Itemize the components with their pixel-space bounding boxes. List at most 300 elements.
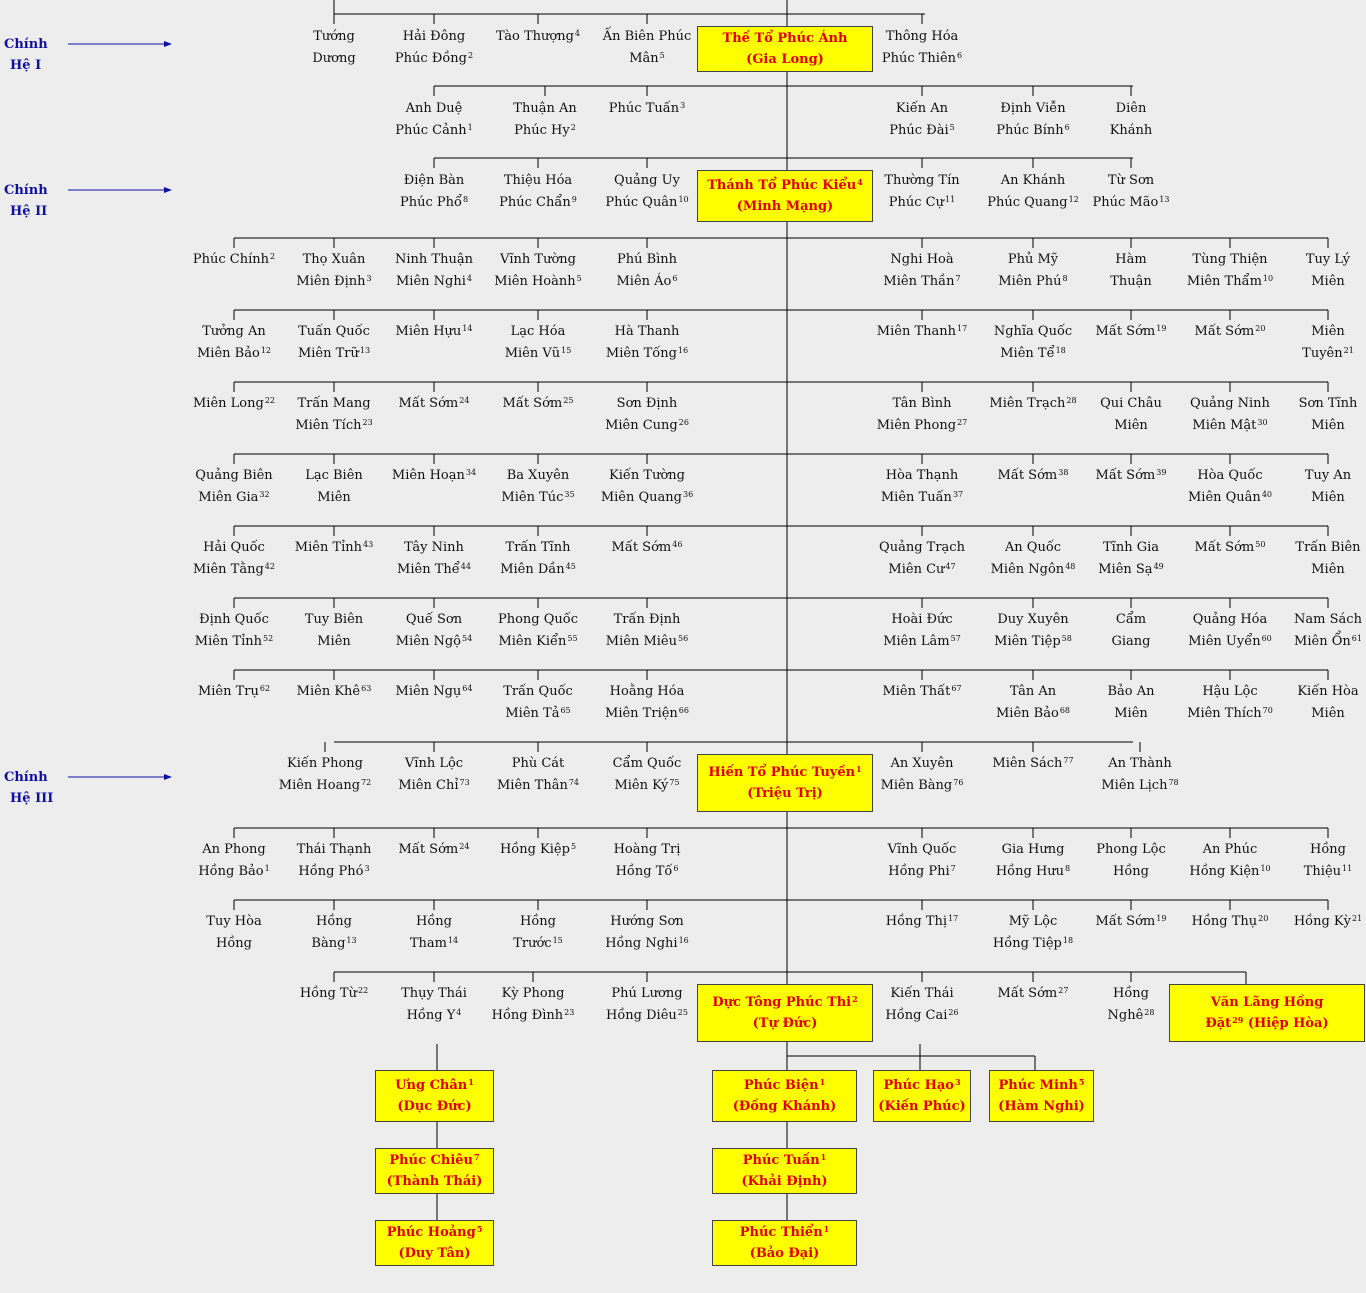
name-text: Phúc Thiển: [739, 1225, 823, 1240]
name-text: Hồng Đình: [491, 1008, 564, 1023]
name-text: Miên Bàng: [880, 778, 953, 793]
index-number: 27: [957, 418, 968, 427]
name-text: Miên Sạ: [1098, 562, 1153, 577]
person-node: [585, 681, 709, 725]
name-text: Miên Uyển: [1188, 634, 1261, 649]
person-node: [585, 98, 709, 120]
index-number: 13: [359, 346, 371, 355]
ruler-box: [712, 1070, 857, 1122]
name-text: Phúc Đồng: [394, 51, 467, 66]
index-number: 61: [1351, 634, 1362, 643]
name-text: Sơn Tĩnh: [1298, 396, 1358, 411]
name-text: Mất Sớm: [997, 468, 1058, 483]
person-node: [585, 753, 709, 797]
name-text: Phong Quốc: [497, 612, 579, 627]
name-text: Miên: [1311, 490, 1345, 505]
name-text: Sơn Định: [616, 396, 678, 411]
index-number: 8: [1065, 864, 1071, 873]
name-text: Quảng Hóa: [1192, 612, 1268, 627]
name-text: Miên: [1311, 562, 1345, 577]
index-number: 24: [459, 842, 470, 851]
name-text: Miên: [317, 490, 351, 505]
name-text: Phúc Hy: [514, 123, 570, 138]
index-number: 7: [955, 274, 961, 283]
index-number: 1: [264, 864, 270, 873]
index-number: 78: [1168, 778, 1179, 787]
name-text: Phúc Minh: [998, 1078, 1078, 1093]
name-text: Phúc Mão: [1092, 195, 1159, 210]
name-text: Khánh: [1109, 123, 1153, 138]
index-number: 29: [1232, 1015, 1244, 1025]
person-node: [476, 911, 600, 955]
name-text: Định Quốc: [199, 612, 269, 627]
name-text: Tướng: [313, 29, 355, 44]
name-text: Hồng: [216, 936, 252, 951]
name-text: Hậu Lộc: [1202, 684, 1258, 699]
name-text: Miên Bảo: [996, 706, 1059, 721]
index-number: 42: [264, 562, 275, 571]
name-text: Phúc Bính: [996, 123, 1064, 138]
name-text: Miên Miêu: [605, 634, 677, 649]
name-text: Miên Hoạn: [391, 468, 465, 483]
index-number: 73: [459, 778, 470, 787]
index-number: 43: [363, 540, 374, 549]
name-text: Mất Sớm: [997, 986, 1058, 1001]
name-text: Hoài Đức: [891, 612, 953, 627]
index-number: 38: [1058, 468, 1069, 477]
index-number: 11: [1342, 864, 1353, 873]
person-node: [1069, 170, 1193, 214]
index-number: 57: [950, 634, 961, 643]
name-text: Hồng: [1113, 864, 1149, 879]
person-node: [476, 465, 600, 509]
name-text: Phúc Phổ: [399, 195, 462, 210]
name-text: Mất Sớm: [1194, 540, 1255, 555]
name-text: Hồng Kiện: [1189, 864, 1260, 879]
name-text: Tưởng An: [202, 324, 266, 339]
index-number: 22: [264, 396, 275, 405]
name-text: Miên Lâm: [883, 634, 950, 649]
person-node: [860, 681, 984, 703]
index-number: 12: [1068, 195, 1079, 204]
index-number: 8: [462, 195, 469, 204]
person-node: [1266, 911, 1366, 933]
name-text: Tuyên: [1302, 346, 1343, 361]
name-text: Mất Sớm: [502, 396, 563, 411]
name-text: Hải Quốc: [203, 540, 265, 555]
name-text: Miên Thất: [882, 684, 951, 699]
name-text: Phong Lộc: [1096, 842, 1166, 857]
generation-label-line1: Chính: [4, 183, 48, 198]
name-text: Mân: [629, 51, 659, 66]
person-node: [476, 26, 600, 48]
name-text: Miên Bảo: [197, 346, 260, 361]
name-text: Hàm: [1115, 252, 1147, 267]
name-text: Miên Kiển: [498, 634, 567, 649]
person-node: [476, 393, 600, 415]
name-text: Kiến Tường: [609, 468, 685, 483]
name-text: Miên Gia: [198, 490, 259, 505]
name-text: Kiến Hòa: [1297, 684, 1359, 699]
index-number: 22: [357, 986, 369, 995]
name-text: Thông Hóa: [885, 29, 959, 44]
name-text: Miên Ổn: [1294, 634, 1351, 649]
person-node: [585, 321, 709, 365]
name-text: Hồng: [1113, 986, 1149, 1001]
name-text: Hiến Tổ Phúc Tuyền: [708, 765, 856, 780]
name-text: Ninh Thuận: [395, 252, 473, 267]
index-number: 17: [948, 914, 959, 923]
name-text: Miên Hoang: [278, 778, 361, 793]
person-node: [1266, 537, 1366, 581]
name-text: Miên Tỉnh: [194, 634, 263, 649]
name-text: Miên Ngôn: [990, 562, 1065, 577]
index-number: 18: [1062, 936, 1074, 945]
name-text: An Quốc: [1004, 540, 1062, 555]
name-text: Miên Hựu: [395, 324, 462, 339]
generation-label-line2: Hệ I: [10, 58, 42, 73]
index-number: 75: [669, 778, 680, 787]
name-text: Nghê: [1107, 1008, 1144, 1023]
index-number: 4: [574, 29, 581, 38]
person-node: [860, 609, 984, 653]
name-text: Phúc Hoảng: [386, 1225, 476, 1240]
index-number: 6: [672, 274, 678, 283]
person-node: [372, 98, 496, 142]
name-text: Kiến Phong: [286, 756, 363, 771]
index-number: 6: [1064, 123, 1070, 132]
index-number: 62: [259, 684, 271, 693]
index-number: 18: [1055, 346, 1066, 355]
name-text: Miên Áo: [616, 274, 672, 289]
name-text: Diên: [1115, 101, 1147, 116]
index-number: 26: [948, 1008, 959, 1017]
person-node: [860, 839, 984, 883]
index-number: 50: [1255, 540, 1266, 549]
name-text: Quảng Biên: [195, 468, 273, 483]
name-text: Miên Tống: [605, 346, 677, 361]
name-text: Duy Xuyên: [997, 612, 1069, 627]
name-text: Miên Thần: [883, 274, 955, 289]
index-number: 5: [476, 1224, 483, 1234]
name-text: Kiến An: [895, 101, 949, 116]
name-text: Miên Khê: [296, 684, 361, 699]
name-text: Hồng Diêu: [606, 1008, 677, 1023]
index-number: 68: [1059, 706, 1070, 715]
arrow-head-icon: [164, 774, 172, 780]
ruler-box: [712, 1148, 857, 1194]
index-number: 47: [945, 562, 956, 571]
name-text: Anh Duệ: [405, 101, 463, 116]
name-text: Mất Sớm: [398, 842, 459, 857]
index-number: 2: [270, 252, 276, 261]
name-text: Miên Thân: [496, 778, 568, 793]
name-text: Miên Nghi: [396, 274, 466, 289]
name-text: Phúc Tuấn: [608, 101, 680, 116]
name-text: (Duy Tân): [398, 1246, 471, 1261]
name-text: Hồng Hưu: [995, 864, 1065, 879]
index-number: 26: [678, 418, 689, 427]
name-text: Hướng Sơn: [610, 914, 684, 929]
name-text: Mất Sớm: [1095, 324, 1156, 339]
index-number: 28: [1066, 396, 1077, 405]
name-text: Miên Tỉnh: [294, 540, 363, 555]
name-text: Vĩnh Tường: [500, 252, 576, 267]
name-text: Phủ Mỹ: [1007, 252, 1059, 267]
person-node: [476, 839, 600, 861]
person-node: [860, 465, 984, 509]
person-node: [585, 609, 709, 653]
name-text: Phúc Tuấn: [742, 1153, 820, 1168]
index-number: 58: [1061, 634, 1072, 643]
name-text: Miên Lịch: [1101, 778, 1168, 793]
ruler-box: [375, 1148, 494, 1194]
name-text: (Dục Đức): [397, 1099, 472, 1114]
person-node: [476, 753, 600, 797]
name-text: Miên Ngụ: [395, 684, 462, 699]
generation-label: [4, 767, 64, 809]
index-number: 7: [474, 1152, 480, 1162]
person-node: [860, 170, 984, 214]
generation-label-line2: Hệ III: [10, 791, 54, 806]
person-node: [585, 393, 709, 437]
index-number: 32: [259, 490, 270, 499]
index-number: 64: [462, 684, 473, 693]
name-text: Miên Mật: [1192, 418, 1257, 433]
name-text: Thánh Tổ Phúc Kiểu: [707, 178, 857, 193]
name-text: Miên Túc: [501, 490, 564, 505]
index-number: 19: [1156, 914, 1167, 923]
name-text: Trấn Tĩnh: [505, 540, 571, 555]
name-text: Qui Châu: [1100, 396, 1162, 411]
name-text: Miên Tả: [505, 706, 560, 721]
name-text: (Minh Mạng): [736, 199, 834, 214]
arrow-head-icon: [164, 187, 172, 193]
index-number: 13: [1159, 195, 1170, 204]
ruler-box: [375, 1070, 494, 1122]
name-text: (Triệu Trị): [747, 786, 823, 801]
name-text: (Bảo Đại): [749, 1246, 820, 1261]
name-text: Hồng Nghi: [605, 936, 678, 951]
ruler-box: [873, 1070, 971, 1122]
name-text: Trấn Mang: [297, 396, 371, 411]
index-number: 1: [820, 1152, 827, 1162]
index-number: 8: [1062, 274, 1068, 283]
index-number: 10: [1260, 864, 1271, 873]
name-text: Miên: [1114, 418, 1148, 433]
index-number: 5: [576, 274, 582, 283]
name-text: Hồng Thị: [885, 914, 948, 929]
index-number: 36: [682, 490, 694, 499]
name-text: Hồng Phi: [888, 864, 950, 879]
person-node: [585, 465, 709, 509]
name-text: An Khánh: [1000, 173, 1066, 188]
name-text: Tào Thượng: [495, 29, 574, 44]
name-text: Từ Sơn: [1107, 173, 1155, 188]
name-text: Miên Vũ: [504, 346, 561, 361]
name-text: Phú Lương: [611, 986, 683, 1001]
name-text: Điện Bàn: [403, 173, 465, 188]
name-text: Hải Đông: [402, 29, 466, 44]
name-text: Miên Dần: [500, 562, 565, 577]
name-text: Miên Hoành: [494, 274, 576, 289]
name-text: Phú Bình: [616, 252, 678, 267]
person-node: [585, 839, 709, 883]
index-number: 20: [1258, 914, 1269, 923]
index-number: 54: [462, 634, 473, 643]
name-text: Nghĩa Quốc: [993, 324, 1073, 339]
index-number: 21: [1343, 346, 1354, 355]
person-node: [1069, 98, 1193, 142]
name-text: Kỳ Phong: [501, 986, 565, 1001]
index-number: 72: [361, 778, 372, 787]
person-node: [471, 983, 595, 1027]
name-text: Phúc Chính: [192, 252, 270, 267]
name-text: Hồng Tiệp: [992, 936, 1062, 951]
name-text: Miên Sách: [992, 756, 1063, 771]
person-node: [476, 537, 600, 581]
name-text: Hồng Thụ: [1191, 914, 1258, 929]
name-text: Tuy Biên: [304, 612, 364, 627]
index-number: 25: [563, 396, 574, 405]
name-text: Tuấn Quốc: [298, 324, 370, 339]
name-text: Miên Quân: [1187, 490, 1261, 505]
name-text: Miên Trữ: [297, 346, 359, 361]
name-text: Tân Bình: [892, 396, 952, 411]
person-node: [476, 170, 600, 214]
index-number: 12: [260, 346, 271, 355]
index-number: 25: [677, 1008, 688, 1017]
name-text: (Hàm Nghi): [998, 1099, 1085, 1114]
name-text: Hồng Kiệp: [499, 842, 570, 857]
person-node: [476, 609, 600, 653]
name-text: Nghi Hoà: [890, 252, 954, 267]
name-text: (Kiến Phúc): [878, 1099, 966, 1114]
name-text: Miên Cung: [605, 418, 678, 433]
index-number: 23: [362, 418, 373, 427]
person-node: [971, 753, 1095, 775]
name-text: Tân An: [1009, 684, 1057, 699]
name-text: Thường Tín: [884, 173, 960, 188]
name-text: Văn Lãng Hồng: [1210, 995, 1324, 1010]
person-node: [860, 911, 984, 933]
name-text: Trấn Biên: [1295, 540, 1361, 555]
name-text: Miên Tiệp: [994, 634, 1061, 649]
name-text: Thế Tổ Phúc Ánh: [722, 31, 848, 46]
name-text: Giang: [1111, 634, 1151, 649]
index-number: 5: [1078, 1077, 1085, 1087]
person-node: [860, 26, 984, 70]
index-number: 76: [953, 778, 964, 787]
index-number: 3: [954, 1077, 961, 1087]
name-text: An Thành: [1108, 756, 1172, 771]
index-number: 60: [1261, 634, 1272, 643]
name-text: Bàng: [311, 936, 346, 951]
generation-label: [4, 34, 64, 76]
name-text: Tây Ninh: [404, 540, 464, 555]
name-text: Trước: [513, 936, 552, 951]
name-text: Miên: [317, 634, 351, 649]
name-text: Hoằng Hóa: [609, 684, 685, 699]
name-text: Miên Triện: [605, 706, 678, 721]
name-text: Định Viễn: [1000, 101, 1066, 116]
name-text: Phúc Cảnh: [395, 123, 467, 138]
generation-label-line1: Chính: [4, 770, 48, 785]
index-number: 74: [568, 778, 580, 787]
name-text: Miên: [1311, 418, 1345, 433]
index-number: 16: [677, 346, 689, 355]
name-text: Hồng: [416, 914, 452, 929]
name-text: Phúc Chẩn: [499, 195, 571, 210]
name-text: Quảng Trạch: [879, 540, 965, 555]
name-text: Miên Cư: [888, 562, 945, 577]
person-node: [585, 249, 709, 293]
name-text: Miên: [1114, 706, 1148, 721]
name-text: Gia Hưng: [1001, 842, 1065, 857]
index-number: 70: [1262, 706, 1273, 715]
index-number: 14: [462, 324, 473, 333]
name-text: Hoàng Trị: [613, 842, 681, 857]
index-number: 66: [678, 706, 689, 715]
name-text: Dực Tông Phúc Thi: [712, 995, 852, 1010]
index-number: 4: [456, 1008, 462, 1017]
name-text: (Thành Thái): [386, 1174, 483, 1189]
index-number: 2: [467, 51, 474, 60]
index-number: 28: [1144, 1008, 1155, 1017]
name-text: Miên: [1311, 324, 1345, 339]
name-text: Tuy An: [1304, 468, 1352, 483]
person-node: [860, 98, 984, 142]
ruler-box: [1169, 984, 1365, 1042]
person-node: [1266, 393, 1366, 437]
person-node: [476, 681, 600, 725]
index-number: 4: [466, 274, 472, 283]
name-text: Ba Xuyên: [506, 468, 570, 483]
person-node: [585, 26, 709, 70]
name-text: Trấn Định: [613, 612, 681, 627]
ruler-box: [375, 1220, 494, 1266]
person-node: [860, 753, 984, 797]
generation-label: [4, 180, 64, 222]
index-number: 11: [945, 195, 956, 204]
person-node: [1078, 753, 1202, 797]
name-text: Tùng Thiện: [1192, 252, 1268, 267]
name-text: Miên: [1311, 274, 1345, 289]
name-text: Thọ Xuân: [302, 252, 366, 267]
index-number: 56: [678, 634, 689, 643]
name-text: Miên Thanh: [876, 324, 957, 339]
name-text: Vĩnh Lộc: [404, 756, 464, 771]
index-number: 1: [468, 1077, 474, 1087]
index-number: 6: [957, 51, 963, 60]
name-text: Mất Sớm: [1095, 914, 1156, 929]
index-number: 19: [1156, 324, 1167, 333]
name-text: Ưng Chân: [395, 1078, 468, 1093]
name-text: Vĩnh Quốc: [887, 842, 957, 857]
generation-label-line2: Hệ II: [10, 204, 48, 219]
name-text: Mất Sớm: [611, 540, 672, 555]
name-text: Hồng Y: [406, 1008, 456, 1023]
name-text: Miên Tể: [1000, 346, 1055, 361]
index-number: 20: [1255, 324, 1266, 333]
index-number: 37: [952, 490, 964, 499]
person-node: [860, 393, 984, 437]
name-text: Miên Thẩm: [1186, 274, 1262, 289]
person-node: [860, 983, 984, 1027]
index-number: 5: [570, 842, 577, 851]
name-text: Miên Trạch: [989, 396, 1066, 411]
person-node: [263, 753, 387, 797]
